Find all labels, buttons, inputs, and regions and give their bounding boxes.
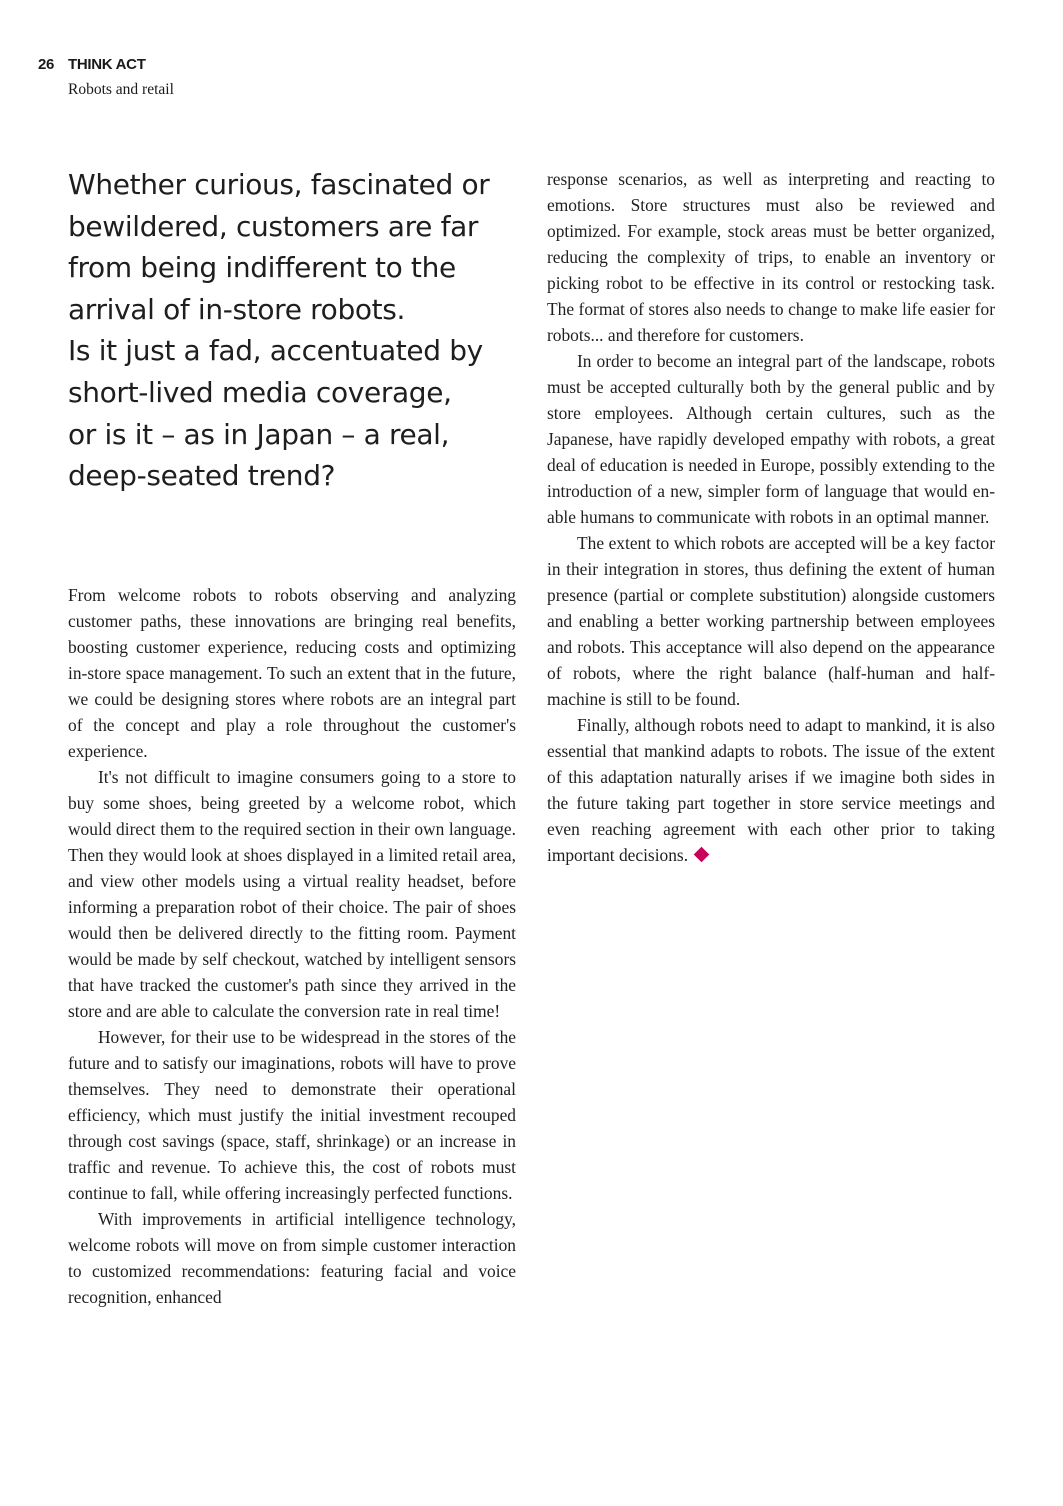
pull-quote-line: or is it – as in Japan – a real, [68,417,450,451]
pull-quote-line: Is it just a fad, accentuated by [68,334,483,368]
pull-quote-line: bewildered, customers are far [68,209,479,243]
body-paragraph: With improvements in artificial intelligence technology, welcome robots will move on from simple customer interaction to customized recommendations: featuring facial and voice recognition, enhanced [68,1209,516,1307]
body-paragraph-final [547,712,995,868]
pull-quote-line: deep-seated trend? [68,459,336,493]
body-paragraph: response scenarios, as well as interpreting and reacting to emotions. Store structures must also be reviewed and optimized. For example, stock areas must be better organized, reducing the complexity of trips, to enable an inventory or picking robot to be effective in its control or restocking task. The format of stores also needs to change to make life easier for robots... and therefore for customers. [547,169,995,345]
body-paragraph: However, for their use to be widespread in the stores of the future and to satisfy our imaginations, robots will have to prove themselves. They need to demonstrate their operational efficiency, which must justify the initial investment recouped through cost savings (space, staff, shrinkage) or an increase in traffic and revenue. To achieve this, the cost of robots must continue to fall, while offering increasingly perfected functions. [68,1027,516,1203]
publication-name: THINK ACT [68,56,146,73]
body-column-right [547,166,995,868]
body-paragraph: In order to become an integral part of the landscape, robots must be accepted culturally both by the general public and by store employees. Although certain cultures, such as the Japanese, have rapidly developed empathy with robots, a great deal of education is needed in Europe, possibly extending to the introduction of a new, simpler form of language that would enable humans to communicate with robots in an optimal manner. [547,351,995,527]
body-paragraph-text: Finally, although robots need to adapt to mankind, it is also essential that mankind adapts to robots. The issue of the extent of this adaptation naturally arises if we imagine both sides in the future taking part together in store service meetings and even reaching agreement with each other prior to taking important decisions. [547,715,995,865]
body-paragraph: The extent to which robots are accepted will be a key factor in their integration in stores, thus defining the extent of human presence (partial or complete substitution) alongside customers and enabling a better working partnership between employees and robots. This acceptance will also depend on the appearance of robots, where the right balance (half-human and half-machine is still to be found. [547,533,995,709]
pull-quote [68,164,518,497]
body-paragraph: From welcome robots to robots observing and analyzing customer paths, these innovations are bringing real benefits, boosting customer experience, reducing costs and optimizing in-store space management. To such an extent that in the future, we could be designing stores where robots are an integral part of the concept and play a role throughout the customer's experience. [68,585,516,761]
pull-quote-line: from being indifferent to the [68,251,456,285]
pull-quote-line: Whether curious, fascinated or [68,168,490,201]
diamond-end-mark-icon [694,847,710,863]
pull-quote-line: short-lived media coverage, [68,375,452,409]
page-header [38,56,174,100]
header-line [38,56,174,74]
pull-quote-line: arrival of in-store robots. [68,292,406,326]
page-number: 26 [38,56,55,73]
body-column-left [68,582,516,1310]
section-title: Robots and retail [68,81,174,98]
body-paragraph: It's not difficult to imagine consumers going to a store to buy some shoes, being greeted by a welcome robot, which would direct them to the required section in their own language. Then they would look at shoes displayed in a limited retail area, and view other models using a virtual reality headset, before informing a preparation robot of their choice. The pair of shoes would then be delivered directly to the fitting room. Payment would be made by self checkout, watched by intelligent sensors that have tracked the customer's path since they arrived in the store and are able to calculate the conversion rate in real time! [68,767,516,1021]
